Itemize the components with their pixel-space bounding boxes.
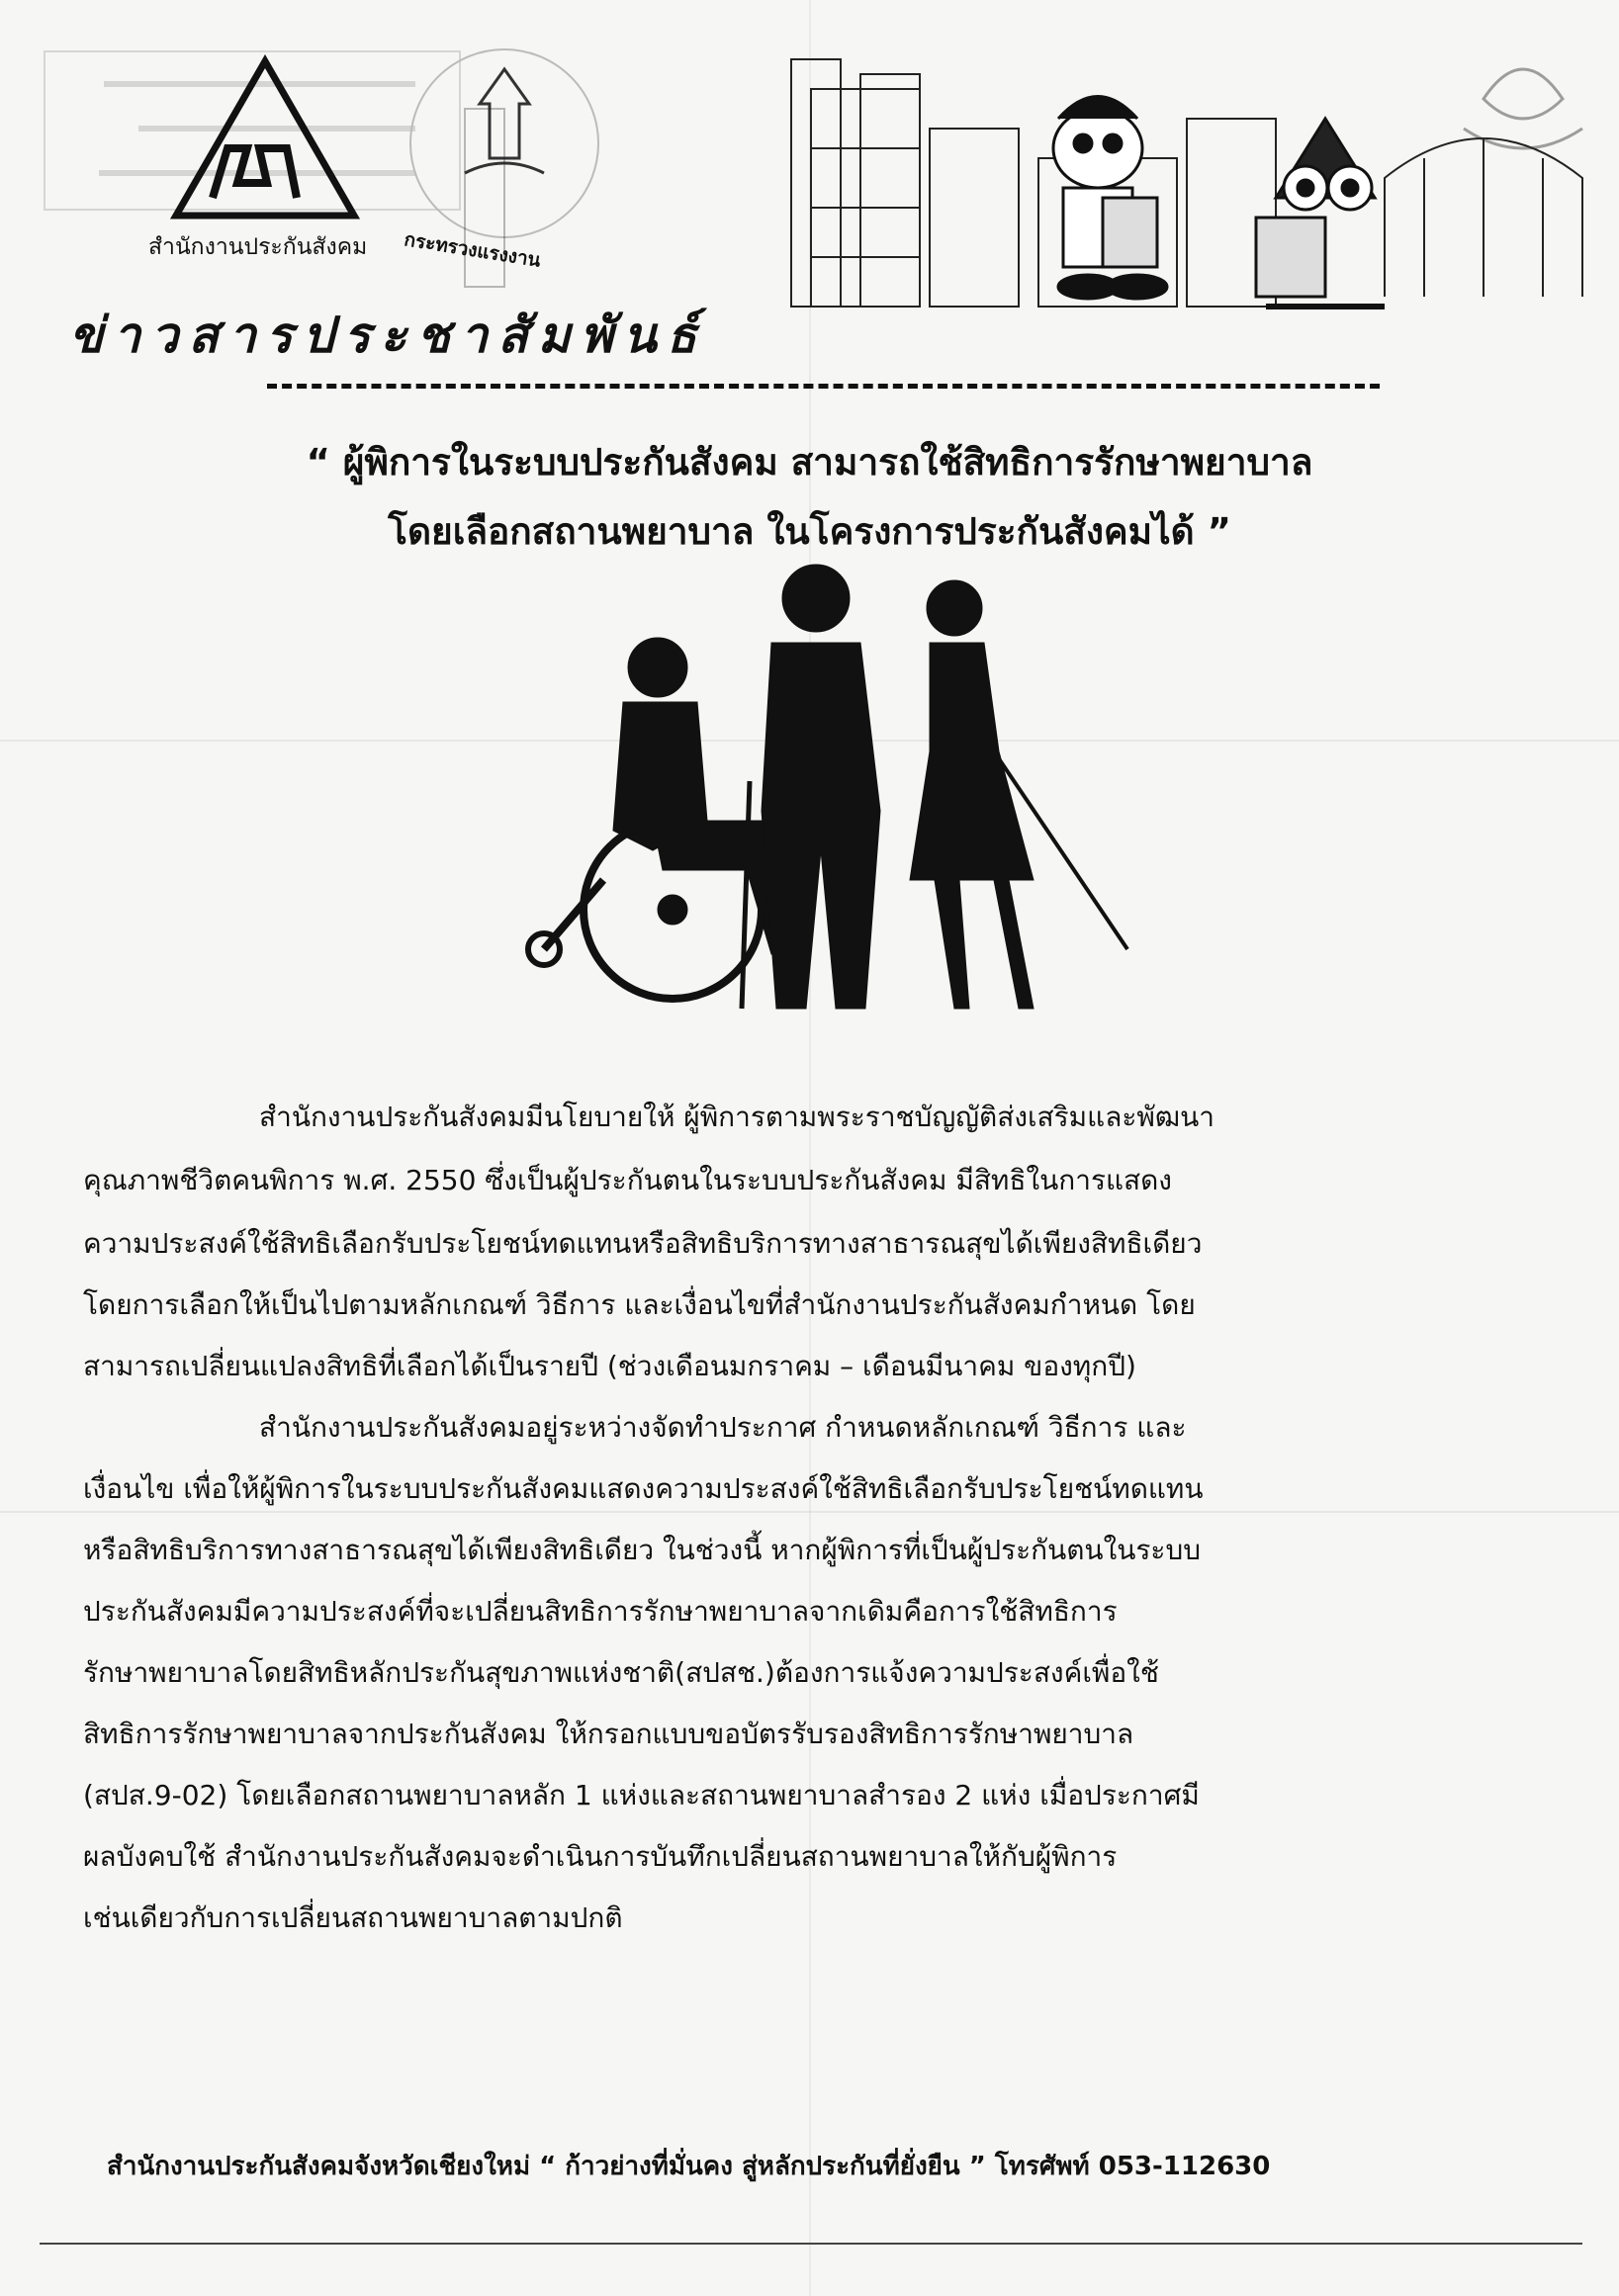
man-with-cane-silhouette <box>742 565 880 1009</box>
wheelchair-user-silhouette <box>528 638 791 999</box>
body-line: ประกันสังคมมีความประสงค์ที่จะเปลี่ยนสิทธิการรักษาพยาบาลจากเดิมคือการใช้สิทธิการ <box>83 1595 1118 1628</box>
garuda-emblem <box>1464 69 1582 148</box>
bottom-rule <box>40 2243 1582 2245</box>
footer-contact: สำนักงานประกันสังคมจังหวัดเชียงใหม่ “ ก้าวย่างที่มั่นคง สู่หลักประกันที่ยั่งยืน ” โทรศัพท์ 053-112630 <box>107 2152 1271 2181</box>
body-line: คุณภาพชีวิตคนพิการ พ.ศ. 2550 ซึ่งเป็นผู้ประกันตนในระบบประกันสังคม มีสิทธิในการแสดง <box>83 1164 1172 1196</box>
body-line: (สปส.9-02) โดยเลือกสถานพยาบาลหลัก 1 แห่งและสถานพยาบาลสำรอง 2 แห่ง เมื่อประกาศมี <box>83 1779 1200 1811</box>
body-line: รักษาพยาบาลโดยสิทธิหลักประกันสุขภาพแห่งชาติ(สปสช.)ต้องการแจ้งความประสงค์เพื่อใช้ <box>83 1656 1159 1689</box>
body-line: ความประสงค์ใช้สิทธิเลือกรับประโยชน์ทดแทนหรือสิทธิบริการทางสาธารณสุขได้เพียงสิทธิเดียว <box>83 1227 1203 1260</box>
cartoon-mascot-reading <box>1053 97 1167 300</box>
body-line: สำนักงานประกันสังคมมีนโยบายให้ ผู้พิการตามพระราชบัญญัติส่งเสริมและพัฒนา <box>259 1101 1214 1133</box>
org-name: สำนักงานประกันสังคม <box>148 234 368 260</box>
city-buildings-illustration <box>465 59 1582 307</box>
header-banner <box>0 0 1619 326</box>
woman-with-white-cane-silhouette <box>910 580 1127 1009</box>
body-line: โดยการเลือกให้เป็นไปตามหลักเกณฑ์ วิธีการ และเงื่อนไขที่สำนักงานประกันสังคมกำหนด โดย <box>83 1288 1196 1321</box>
headline-line-2: โดยเลือกสถานพยาบาล ในโครงการประกันสังคมได้ ” <box>388 510 1231 553</box>
headline-line-1: “ ผู้พิการในระบบประกันสังคม สามารถใช้สิทธิการรักษาพยาบาล <box>306 441 1313 484</box>
body-line: สำนักงานประกันสังคมอยู่ระหว่างจัดทำประกาศ กำหนดหลักเกณฑ์ วิธีการ และ <box>259 1411 1187 1444</box>
body-line: สิทธิการรักษาพยาบาลจากประกันสังคม ให้กรอกแบบขอบัตรรับรองสิทธิการรักษาพยาบาล <box>83 1718 1134 1750</box>
body-line: ผลบังคบใช้ สำนักงานประกันสังคมจะดำเนินการบันทึกเปลี่ยนสถานพยาบาลให้กับผู้พิการ <box>83 1840 1118 1873</box>
paper-fold <box>809 0 811 2296</box>
disabled-people-silhouette-illustration <box>495 554 1147 1018</box>
body-line: หรือสิทธิบริการทางสาธารณสุขได้เพียงสิทธิเดียว ในช่วงนี้ หากผู้พิการที่เป็นผู้ประกันตนในระบบ <box>83 1534 1202 1566</box>
page-heading: ข่าวสารประชาสัมพันธ์ <box>69 307 707 364</box>
body-line: เช่นเดียวกับการเปลี่ยนสถานพยาบาลตามปกติ <box>83 1901 623 1934</box>
body-line: เงื่อนไข เพื่อให้ผู้พิการในระบบประกันสังคมแสดงความประสงค์ใช้สิทธิเลือกรับประโยชน์ทดแทน <box>83 1472 1204 1505</box>
ministry-name: กระทรวงแรงงาน <box>403 228 543 272</box>
body-line: สามารถเปลี่ยนแปลงสิทธิที่เลือกได้เป็นรายปี (ช่วงเดือนมกราคม – เดือนมีนาคม ของทุกปี) <box>83 1350 1136 1382</box>
heading-divider <box>267 384 1380 389</box>
